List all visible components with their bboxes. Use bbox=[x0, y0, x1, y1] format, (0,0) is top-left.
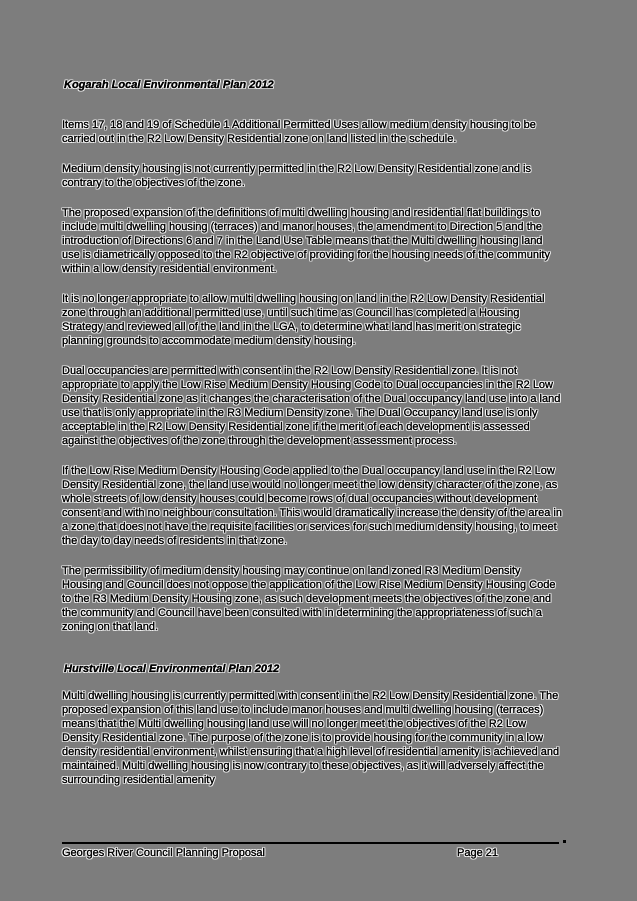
body-paragraph: The proposed expansion of the definitions of multi dwelling housing and residential flat buildings to include multi dwelling housing (terraces) and manor houses, the amendment to Direction 5 and the introduction of Directions 6 and 7 in the Land Use Table means that the Multi dwelling housing land use is diametrically opposed to the R2 objective of providing for the housing needs of the community within a low density residential environment. bbox=[62, 207, 550, 275]
section-heading-hurstville-lep: Hurstville Local Environmental Plan 2012 bbox=[64, 663, 280, 675]
scan-artifact-dot bbox=[563, 840, 566, 843]
body-paragraph: Items 17, 18 and 19 of Schedule 1 Additional Permitted Uses allow medium density housing to be carried out in the R2 Low Density Residential zone on land listed in the schedule. bbox=[62, 119, 536, 145]
footer-page-number: Page 21 bbox=[457, 847, 498, 859]
page-footer bbox=[62, 842, 559, 860]
document-body bbox=[62, 78, 563, 803]
body-paragraph: It is no longer appropriate to allow multi dwelling housing on land in the R2 Low Density Residential zone through an additional permitted use, until such time as Council has completed a Housing Strategy and reviewed all of the land in the LGA, to determine what land has merit on strategic planning grounds to accommodate medium density housing. bbox=[62, 293, 545, 347]
body-paragraph: If the Low Rise Medium Density Housing Code applied to the Dual occupancy land use in the R2 Low Density Residential zone, the land use would no longer meet the low density character of the zone, as whole streets of low density houses could become rows of dual occupancies without development consent and with no neighbour consultation. This would dramatically increase the density of the area in a zone that does not have the requisite facilities or services for such medium density housing, to meet the day to day needs of residents in that zone. bbox=[62, 465, 562, 547]
body-paragraph: Multi dwelling housing is currently permitted with consent in the R2 Low Density Residential zone. The proposed expansion of this land use to include manor houses and multi dwelling housing (terraces) means that the Multi dwelling housing land use will no longer meet the objectives of the R2 Low Density Residential zone. The purpose of the zone is to provide housing for the community in a low density residential environment, whilst ensuring that a high level of residential amenity is achieved and maintained. Multi dwelling housing is now contrary to these objectives, as it will adversely affect the surrounding residential amenity bbox=[62, 690, 560, 786]
body-paragraph: Dual occupancies are permitted with consent in the R2 Low Density Residential zone. It is not appropriate to apply the Low Rise Medium Density Housing Code to Dual occupancies in the R2 Low Density Residential zone as it changes the characterisation of the Dual occupancy land use into a land use that is only appropriate in the R3 Medium Density zone. The Dual Occupancy land use is only acceptable in the R2 Low Density Residential zone if the merit of each development is assessed against the objectives of the zone through the development assessment process. bbox=[62, 365, 561, 447]
footer-document-title: Georges River Council Planning Proposal bbox=[62, 847, 265, 859]
body-paragraph: The permissibility of medium density housing may continue on land zoned R3 Medium Density Housing and Council does not oppose the application of the Low Rise Medium Density Housing Code to the R3 Medium Density Housing zone, as such development meets the objectives of the zone and the community and Council have been consulted with in determining the appropriateness of such a zoning on that land. bbox=[62, 565, 556, 633]
footer-row bbox=[62, 847, 559, 860]
section-heading-kogarah-lep: Kogarah Local Environmental Plan 2012 bbox=[64, 79, 274, 91]
body-paragraph: Medium density housing is not currently permitted in the R2 Low Density Residential zone and is contrary to the objectives of the zone. bbox=[62, 163, 531, 189]
